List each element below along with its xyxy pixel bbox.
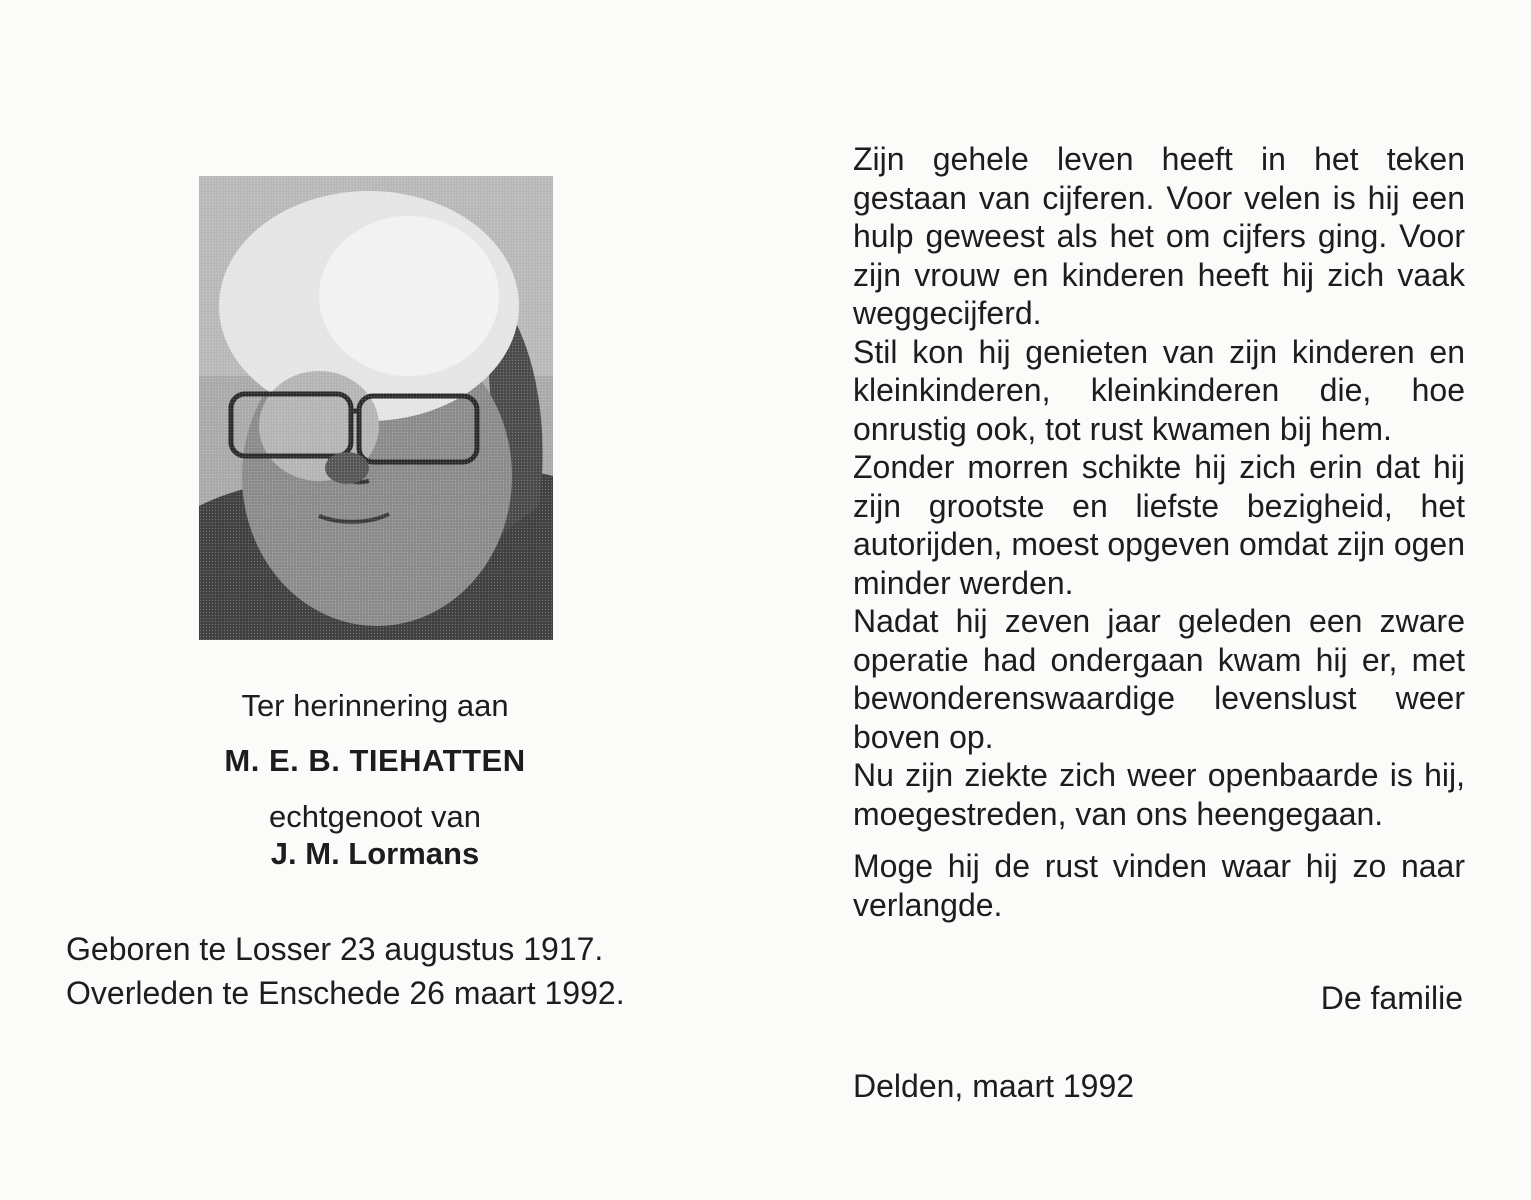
closing-wish: Moge hij de rust vinden waar hij zo naar verlangde. [853,848,1465,923]
paragraph: Zonder morren schikte hij zich erin dat hij zijn grootste en liefste bezigheid, het autorijden, moest opgeven omdat zijn ogen minder werden. [853,449,1465,601]
spouse-label: echtgenoot van [268,799,481,834]
portrait-photo [199,176,553,640]
death-line: Overleden te Enschede 26 maart 1992. [66,975,625,1011]
in-memory-of-label: Ter herinnering aan [241,688,509,723]
spouse-name: J. M. Lormans [270,836,480,871]
paragraph: Nadat hij zeven jaar geleden een zware operatie had ondergaan kwam hij er, met bewonderenswaardige levenslust weer boven op. [853,603,1465,755]
memorial-text [853,140,1465,924]
place-date: Delden, maart 1992 [853,1068,1135,1104]
paragraph: Zijn gehele leven heeft in het teken gestaan van cijferen. Voor velen is hij een hulp geweest als het om cijfers ging. Voor zijn vrouw en kinderen heeft hij zich vaak weggecijferd. [853,141,1465,331]
signature: De familie [1320,980,1463,1016]
paragraph: Nu zijn ziekte zich weer openbaarde is hij, moegestreden, van ons heengegaan. [853,757,1465,832]
deceased-name: M. E. B. TIEHATTEN [224,743,526,778]
paragraph: Stil kon hij genieten van zijn kinderen en kleinkinderen, kleinkinderen die, hoe onrustig ook, tot rust kwamen bij hem. [853,333,1465,447]
birth-line: Geboren te Losser 23 augustus 1917. [66,931,604,967]
life-dates [66,927,625,1015]
